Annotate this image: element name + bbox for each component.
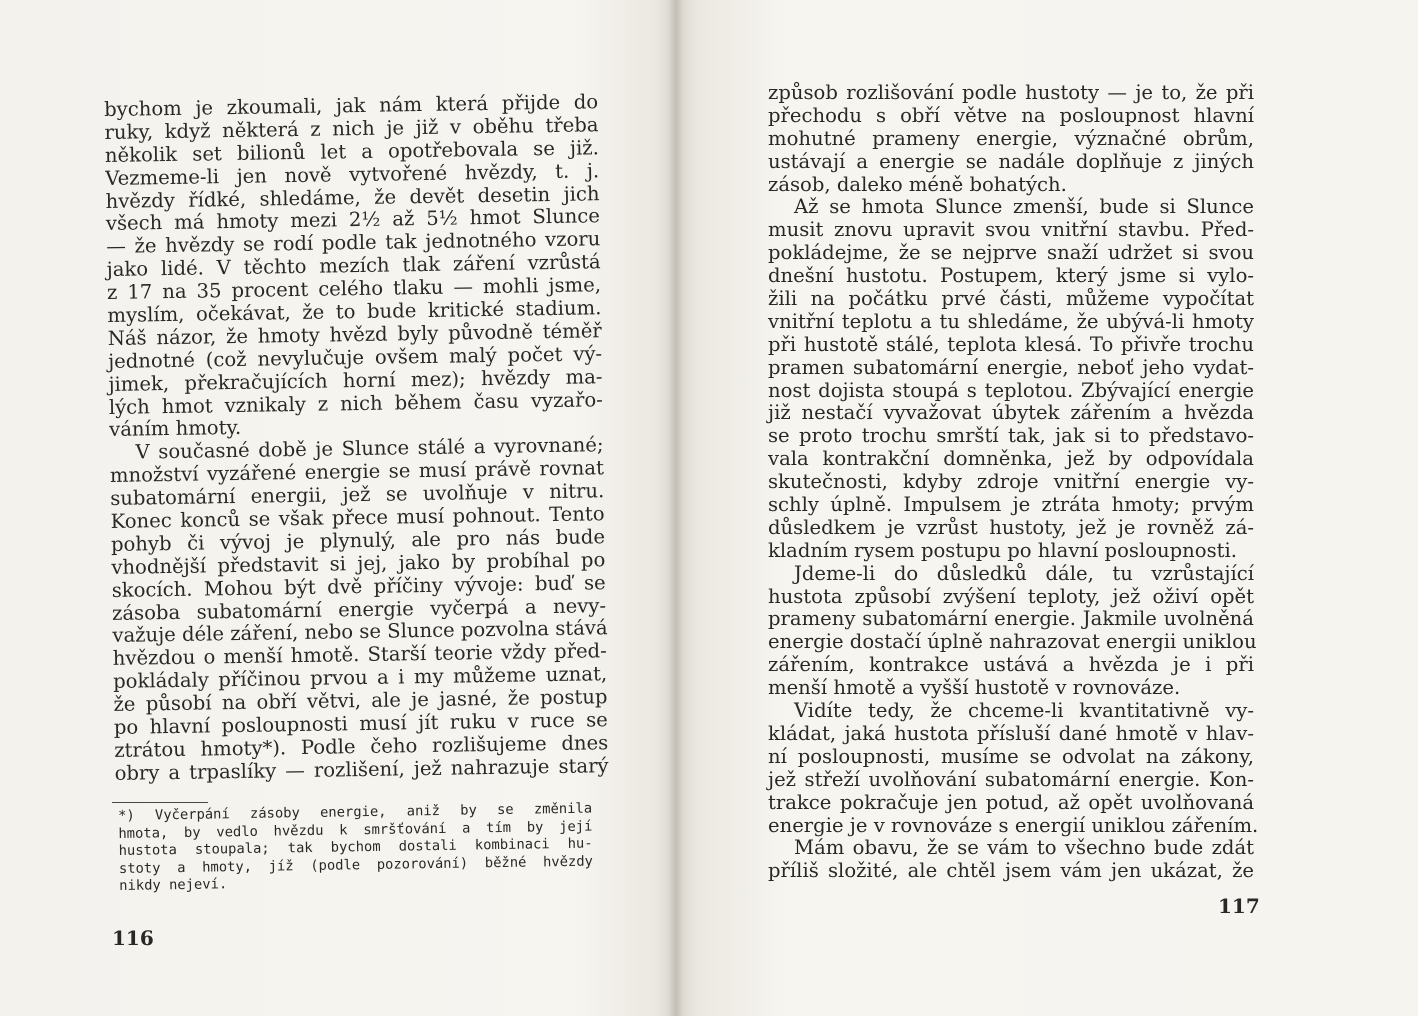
text-line: dnešní hustotu. Postupem, který jsme si vylo- (768, 264, 1254, 288)
text-line: mohutné prameny energie, význačné obrům, (768, 126, 1254, 150)
text-line: lých hmot vznikaly z nich během času vyzařo- (108, 387, 603, 419)
text-line: nost dojista stoupá s teplotou. Zbývající energie (768, 378, 1254, 402)
text-line: kladním rysem postupu po hlavní posloupnosti. (768, 538, 1238, 562)
text-line: hvězdou o menší hmotě. Starší teorie vždy před- (112, 639, 607, 671)
text-line: trakce pokračuje jen potud, až opět uvolňovaná (768, 790, 1254, 814)
text-line: Vidíte tedy, že chceme-li kvantitativně vy- (794, 699, 1254, 723)
text-line: všech má hmoty mezi 2½ až 5½ hmot Slunce (105, 204, 601, 236)
text-line: po hlavní posloupnosti musí jít ruku v ruce se (113, 708, 608, 739)
text-line: jako lidé. V těchto mezích tlak záření vzrůstá (106, 250, 601, 282)
text-line: Až se hmota Slunce zmenší, bude si Slunce (794, 195, 1254, 219)
text-line: pokládejme, že se nejprve snaží udržet si svou (768, 241, 1254, 265)
footnote-line: nikdy nejeví. (119, 876, 228, 894)
book-gutter (668, 0, 684, 1016)
text-line: bychom je zkoumali, jak nám která přijde do (103, 90, 599, 121)
text-line: zásob, daleko méně bohatých. (768, 172, 1067, 196)
text-line: pokládaly příčinou prvou a i my můžeme uznat, (112, 662, 608, 694)
text-line: skutečnosti, kdyby zdroje vnitřní energie vy- (768, 470, 1254, 494)
right-page-body (768, 81, 1259, 883)
footnote-divider (112, 802, 208, 803)
text-line: pohyb či vývoj je plynulý, ale pro nás bude (110, 525, 606, 556)
text-line: menší hmotě a vyšší hustotě v rovnováze. (768, 676, 1181, 700)
text-line: Konec konců se však přece musí pohnout. Tento (110, 502, 605, 533)
text-line: vala kontrakční domněnka, jež by odpovídala (768, 447, 1254, 471)
text-line: ní posloupnosti, musíme se odvolat na zákony, (768, 744, 1254, 768)
text-line: již nestačí vyvažovat úbytek zářením a hvězda (768, 401, 1254, 425)
text-line: jež střeží uvolňování subatomární energie. Kon- (768, 767, 1254, 791)
text-line: musit znovu upravit svou vnitřní stavbu. Před- (768, 218, 1254, 242)
text-line: Jdeme-li do důsledků dále, tu vzrůstající (794, 561, 1254, 585)
page-number-left: 116 (112, 926, 154, 950)
text-line: přechodu s obří větve na posloupnost hlavní (768, 103, 1254, 127)
text-line: energie je v rovnováze s energií uniklou zářením. (768, 813, 1259, 837)
text-line: důsledkem je vzrůst hustoty, jež je rovněž zá- (768, 515, 1254, 539)
text-line: V současné době je Slunce stálé a vyrovnané; (135, 433, 604, 464)
text-line: hustota způsobí zvýšení teploty, jež oživí opět (768, 584, 1254, 608)
text-line: schly úplně. Impulsem je ztráta hmoty; prvým (768, 493, 1254, 517)
text-line: prameny subatomární energie. Jakmile uvolněná (768, 607, 1254, 631)
text-line: kládat, jaká hustota přísluší dané hmotě v hlav- (768, 721, 1254, 745)
text-line: při hustotě stálé, teplota klesá. To přivře trochu (768, 332, 1254, 356)
text-line: skocích. Mohou být dvě příčiny vývoje: buď se (111, 570, 606, 602)
page-number-right: 117 (1218, 894, 1260, 918)
text-line: množství vyzářené energie se musí právě rovnat (109, 456, 605, 488)
text-line: jimek, překračujících horní mez); hvězdy ma- (108, 364, 603, 396)
text-line: vnitřní teplotu a tu shledáme, že ubývá-li hmoty (768, 309, 1254, 333)
text-line: — že hvězdy se rodí podle tak jednotného vzoru (106, 227, 601, 259)
text-line: myslím, očekávat, že to bude kritické stadium. (107, 296, 602, 327)
text-line: žili na počátku prvé části, můžeme vypočítat (768, 287, 1254, 311)
text-line: Mám obavu, že se vám to všechno bude zdát (794, 836, 1254, 860)
text-line: subatomární energii, jež se uvolňuje v nitru. (110, 479, 605, 511)
text-line: jednotné (což nevylučuje ovšem malý počet vý- (107, 342, 603, 373)
text-line: energie dostačí úplně nahrazovat energii uniklou (768, 630, 1257, 654)
text-line: zářením, kontrakce ustává a hvězda je i při (768, 653, 1254, 677)
text-line: ustávají a energie se nadále doplňuje z jiných (768, 149, 1254, 173)
text-line: obry a trpaslíky — rozlišení, jež nahrazuje starý (114, 753, 609, 785)
text-line: se proto trochu smrští tak, jak si to představo- (768, 424, 1254, 448)
text-line: několik set bilionů let a opotřebovala se již. (104, 136, 600, 167)
footnote-line: *) Vyčerpání zásoby energie, aniž by se změnila (118, 800, 593, 824)
text-line: važuje déle záření, nebo se Slunce pozvolna stává (112, 616, 608, 648)
text-line: způsob rozlišování podle hustoty — je to, že při (768, 81, 1254, 104)
footnote-line: hustota stoupala; tak bychom dostali kombinaci hu- (118, 835, 593, 859)
text-line: z 17 na 35 procent celého tlaku — mohli jsme, (106, 273, 602, 305)
text-line: Náš názor, že hmoty hvězd byly původně téměř (107, 319, 602, 350)
text-line: vhodnější představit si jej, jako by probíhal po (111, 547, 606, 579)
text-line: ruky, když některá z nich je již v oběhu třeba (104, 113, 599, 144)
left-page-body (104, 91, 609, 785)
text-line: váním hmoty. (109, 416, 242, 442)
text-line: pramen subatomární energie, neboť jeho vydat- (768, 355, 1254, 379)
text-line: ztrátou hmoty*). Podle čeho rozlišujeme dnes (114, 731, 609, 762)
text-line: že působí na obří větvi, ale je jasné, že postup (113, 685, 608, 717)
text-line: hvězdy řídké, shledáme, že devět desetin jich (105, 181, 600, 213)
text-line: příliš složité, ale chtěl jsem vám jen ukázat, že (768, 859, 1254, 883)
text-line: zásoba subatomární energie vyčerpá a nevy- (111, 593, 607, 625)
footnote-line: hmota, by vedlo hvězdu k smršťování a tím by její (118, 818, 593, 842)
footnote (118, 801, 593, 896)
footnote-line: stoty a hmoty, jíž (podle pozorování) běžné hvězdy (118, 853, 594, 877)
text-line: Vezmeme-li jen nově vytvořené hvězdy, t. j. (105, 158, 600, 190)
